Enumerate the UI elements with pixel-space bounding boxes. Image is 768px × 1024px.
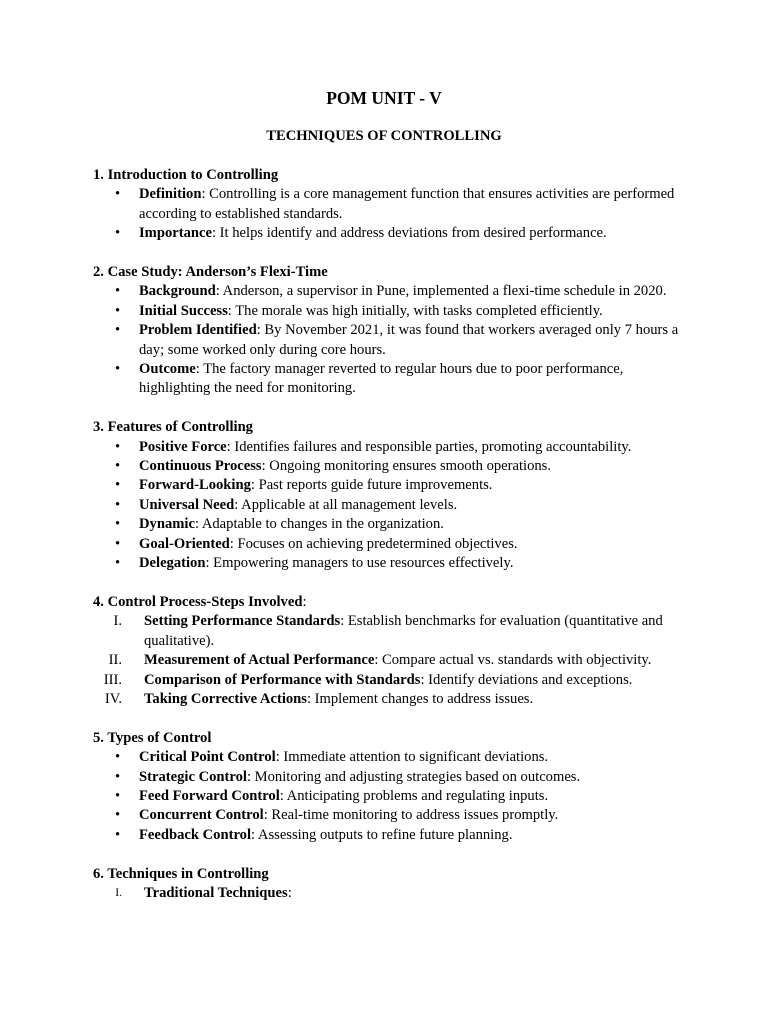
item-numeral: I.: [113, 613, 122, 630]
list-item: [93, 476, 683, 495]
item-term: Concurrent Control: [139, 807, 264, 824]
numbered-list: [93, 884, 683, 903]
numbered-item: [93, 671, 683, 690]
item-text: : By November 2021, it was found that workers averaged only 7 hours a day; some worked only during core hours.: [139, 322, 679, 358]
item-numeral: II.: [108, 652, 122, 669]
item-text: : Monitoring and adjusting strategies based on outcomes.: [246, 768, 581, 785]
item-text: : Identify deviations and exceptions.: [420, 671, 633, 688]
section-features: [93, 418, 683, 573]
numbered-list: [93, 612, 683, 709]
numbered-item: [93, 884, 683, 903]
list-item: [93, 515, 683, 534]
numbered-item: [93, 651, 683, 670]
list-item: [93, 185, 683, 224]
item-term: Goal-Oriented: [139, 535, 230, 552]
list-item: [93, 787, 683, 806]
item-text: :: [287, 884, 292, 901]
item-term: Comparison of Performance with Standards: [144, 671, 421, 688]
bullet-icon: •: [115, 225, 121, 242]
item-text: : The factory manager reverted to regular hours due to poor performance, highlighting the need for monitoring.: [139, 361, 624, 397]
section-heading: 6. Techniques in Controlling: [93, 865, 269, 882]
item-term: Definition: [139, 186, 202, 203]
section-heading-text: 4. Control Process-Steps Involved: [93, 593, 303, 610]
item-term: Measurement of Actual Performance: [144, 652, 375, 669]
numbered-item: [93, 690, 683, 709]
bullet-icon: •: [115, 496, 121, 513]
bullet-icon: •: [115, 555, 121, 572]
bullet-icon: •: [115, 749, 121, 766]
item-text: : Anticipating problems and regulating inputs.: [279, 787, 549, 804]
item-text: : Controlling is a core management function that ensures activities are performed according to established standards.: [139, 186, 675, 222]
item-term: Feedback Control: [139, 826, 252, 843]
item-text: : Assessing outputs to refine future planning.: [251, 826, 513, 843]
bullet-icon: •: [115, 768, 121, 785]
bullet-icon: •: [115, 458, 121, 475]
item-text: : Establish benchmarks for evaluation (quantitative and qualitative).: [144, 613, 663, 649]
item-text: : Past reports guide future improvements.: [250, 477, 493, 494]
item-term: Background: [139, 283, 216, 300]
bullet-icon: •: [115, 477, 121, 494]
item-text: : The morale was high initially, with tasks completed efficiently.: [227, 302, 603, 319]
item-term: Problem Identified: [139, 322, 257, 339]
bullet-list: [93, 185, 683, 243]
list-item: [93, 826, 683, 845]
bullet-icon: •: [115, 438, 121, 455]
list-item: [93, 748, 683, 767]
item-text: : Identifies failures and responsible parties, promoting accountability.: [226, 438, 632, 455]
bullet-icon: •: [115, 516, 121, 533]
item-term: Strategic Control: [139, 768, 247, 785]
list-item: [93, 535, 683, 554]
list-item: [93, 806, 683, 825]
item-text: : Implement changes to address issues.: [306, 690, 534, 707]
item-term: Forward-Looking: [139, 477, 251, 494]
section-case-study: [93, 263, 683, 399]
item-text: : Anderson, a supervisor in Pune, implemented a flexi-time schedule in 2020.: [215, 283, 667, 300]
list-item: [93, 302, 683, 321]
item-term: Setting Performance Standards: [144, 613, 341, 630]
item-term: Initial Success: [139, 302, 228, 319]
item-term: Dynamic: [139, 516, 195, 533]
section-types-of-control: [93, 729, 683, 845]
list-item: [93, 554, 683, 573]
document-title: POM UNIT - V: [326, 88, 442, 108]
list-item: [93, 457, 683, 476]
list-item: [93, 321, 683, 360]
item-term: Universal Need: [139, 496, 235, 513]
section-introduction: [93, 166, 683, 244]
list-item: [93, 496, 683, 515]
item-term: Critical Point Control: [139, 749, 276, 766]
section-control-process: [93, 593, 683, 709]
bullet-icon: •: [115, 787, 121, 804]
item-text: : Focuses on achieving predetermined objectives.: [229, 535, 518, 552]
bullet-icon: •: [115, 283, 121, 300]
item-term: Outcome: [139, 361, 196, 378]
document-content: [93, 166, 683, 923]
item-numeral: IV.: [104, 690, 122, 707]
item-term: Taking Corrective Actions: [144, 690, 307, 707]
numbered-item: [93, 612, 683, 651]
item-term: Feed Forward Control: [139, 787, 280, 804]
list-item: [93, 224, 683, 243]
item-text: : Real-time monitoring to address issues promptly.: [263, 807, 559, 824]
item-text: : Applicable at all management levels.: [234, 496, 458, 513]
item-numeral: III.: [103, 671, 122, 688]
section-heading: 2. Case Study: Anderson’s Flexi-Time: [93, 264, 328, 281]
section-heading: [93, 593, 683, 612]
document-subtitle: TECHNIQUES OF CONTROLLING: [266, 128, 502, 144]
bullet-icon: •: [115, 322, 121, 339]
list-item: [93, 282, 683, 301]
item-term: Continuous Process: [139, 458, 262, 475]
item-text: : It helps identify and address deviations from desired performance.: [211, 225, 607, 242]
bullet-icon: •: [115, 361, 121, 378]
item-term: Delegation: [139, 555, 206, 572]
list-item: [93, 360, 683, 399]
section-heading: 3. Features of Controlling: [93, 419, 253, 436]
bullet-icon: •: [115, 535, 121, 552]
item-numeral: I.: [115, 886, 122, 899]
bullet-list: [93, 748, 683, 845]
bullet-icon: •: [115, 302, 121, 319]
bullet-icon: •: [115, 807, 121, 824]
item-text: : Empowering managers to use resources effectively.: [205, 555, 514, 572]
section-heading: 5. Types of Control: [93, 729, 212, 746]
section-techniques: [93, 865, 683, 904]
list-item: [93, 438, 683, 457]
bullet-list: [93, 438, 683, 574]
item-text: : Immediate attention to significant deviations.: [275, 749, 549, 766]
item-text: : Ongoing monitoring ensures smooth operations.: [261, 458, 552, 475]
section-heading: 1. Introduction to Controlling: [93, 167, 279, 183]
bullet-list: [93, 282, 683, 398]
section-heading-colon: :: [302, 593, 307, 610]
list-item: [93, 768, 683, 787]
item-term: Positive Force: [139, 438, 227, 455]
bullet-icon: •: [115, 186, 121, 203]
item-text: : Adaptable to changes in the organization.: [194, 516, 444, 533]
item-term: Traditional Techniques: [144, 884, 288, 901]
bullet-icon: •: [115, 826, 121, 843]
item-text: : Compare actual vs. standards with objectivity.: [374, 652, 652, 669]
item-term: Importance: [139, 225, 212, 242]
